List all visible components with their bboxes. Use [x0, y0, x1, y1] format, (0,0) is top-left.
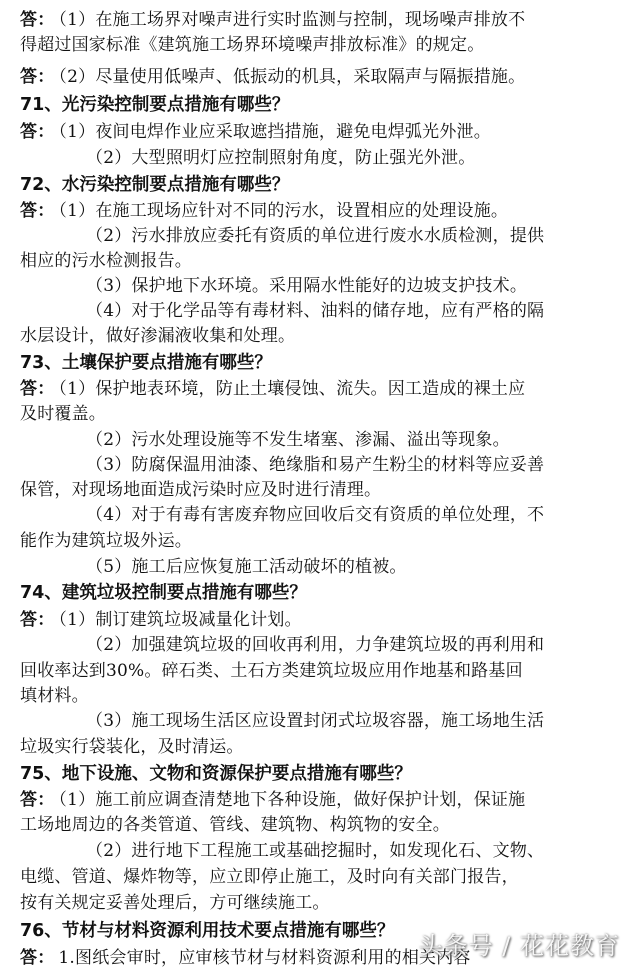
continuation-line: [20, 891, 330, 916]
line-text: （2）进行地下工程施工或基础挖掘时，如发现化石、文物、: [86, 841, 545, 861]
question-text: 71、光污染控制要点措施有哪些？: [20, 95, 290, 115]
continuation-line: [20, 249, 192, 274]
answer-line: [20, 377, 525, 402]
line-text: 能作为建筑垃圾外运。: [20, 531, 192, 551]
line-text: 按有关规定妥善处理后，方可继续施工。: [20, 893, 330, 913]
answer-label: 答：: [20, 379, 55, 399]
indented-line: [20, 299, 544, 324]
continuation-line: [20, 529, 192, 554]
indented-line: [20, 633, 544, 658]
indented-line: [20, 453, 544, 478]
question-heading: [20, 918, 394, 944]
line-text: （3）施工现场生活区应设置封闭式垃圾容器，施工场地生活: [86, 711, 545, 731]
answer-label: 答：: [20, 10, 55, 30]
question-heading: [20, 580, 307, 606]
indented-line: [20, 428, 510, 453]
answer-line: [20, 608, 302, 633]
question-heading: [20, 761, 412, 787]
continuation-line: [20, 402, 106, 427]
question-text: 75、地下设施、文物和资源保护要点措施有哪些？: [20, 764, 412, 784]
answer-line: [20, 788, 525, 813]
line-text: 水层设计，做好渗漏液收集和处理。: [20, 326, 296, 346]
line-text: （2）污水处理设施等不发生堵塞、渗漏、溢出等现象。: [86, 430, 510, 450]
question-text: 76、节材与材料资源利用技术要点措施有哪些？: [20, 921, 395, 941]
answer-label: 答：: [20, 790, 55, 810]
answer-line: [20, 946, 471, 971]
answer-text: （1）在施工场界对噪声进行实时监测与控制，现场噪声排放不: [58, 10, 526, 30]
line-text: 得超过国家标准《建筑施工场界环境噪声排放标准》的规定。: [20, 35, 485, 55]
continuation-line: [20, 659, 523, 684]
continuation-line: [20, 735, 244, 760]
line-text: （2）污水排放应委托有资质的单位进行废水水质检测，提供: [86, 226, 545, 246]
answer-label: 答：: [20, 67, 55, 87]
answer-line: [20, 8, 525, 33]
answer-label: 答：: [20, 610, 55, 630]
continuation-line: [20, 684, 89, 709]
line-text: （2）加强建筑垃圾的回收再利用，力争建筑垃圾的再利用和: [86, 635, 545, 655]
answer-line: [20, 65, 525, 90]
answer-text: （1）施工前应调查清楚地下各种设施，做好保护计划，保证施: [58, 790, 526, 810]
answer-text: （2）尽量使用低噪声、低振动的机具，采取隔声与隔振措施。: [58, 67, 526, 87]
question-text: 74、建筑垃圾控制要点措施有哪些？: [20, 583, 307, 603]
answer-label: 答：: [20, 948, 55, 968]
indented-line: [20, 709, 544, 734]
indented-line: [20, 555, 407, 580]
indented-line: [20, 274, 527, 299]
answer-label: 答：: [20, 201, 55, 221]
line-text: 及时覆盖。: [20, 404, 106, 424]
line-text: （5）施工后应恢复施工活动破坏的植被。: [86, 557, 407, 577]
answer-line: [20, 199, 508, 224]
answer-text: （1）制订建筑垃圾减量化计划。: [58, 610, 302, 630]
indented-line: [20, 224, 544, 249]
line-text: 垃圾实行袋装化，及时清运。: [20, 737, 244, 757]
line-text: （2）大型照明灯应控制照射角度，防止强光外泄。: [86, 148, 476, 168]
line-text: （3）防腐保温用油漆、绝缘脂和易产生粉尘的材料等应妥善: [86, 455, 545, 475]
indented-line: [20, 839, 544, 864]
answer-text: 1.图纸会审时，应审核节材与材料资源利用的相关内容: [58, 948, 471, 968]
line-text: 回收率达到30%。碎石类、土石方类建筑垃圾应用作地基和路基回: [20, 661, 523, 681]
answer-text: （1）在施工现场应针对不同的污水，设置相应的处理设施。: [58, 201, 509, 221]
line-text: 工场地周边的各类管道、管线、建筑物、构筑物的安全。: [20, 815, 450, 835]
question-text: 72、水污染控制要点措施有哪些？: [20, 175, 290, 195]
indented-line: [20, 146, 475, 171]
line-text: （4）对于化学品等有毒材料、油料的储存地，应有严格的隔: [86, 301, 545, 321]
answer-text: （1）保护地表环境，防止土壤侵蚀、流失。因工造成的裸土应: [58, 379, 526, 399]
answer-line: [20, 120, 491, 145]
question-heading: [20, 92, 289, 118]
line-text: 相应的污水检测报告。: [20, 251, 192, 271]
line-text: 电缆、管道、爆炸物等，应立即停止施工，及时向有关部门报告，: [20, 867, 519, 887]
continuation-line: [20, 865, 519, 890]
line-text: （4）对于有毒有害废弃物应回收后交有资质的单位处理，不: [86, 505, 545, 525]
line-text: 保管，对现场地面造成污染时应及时进行清理。: [20, 480, 382, 500]
answer-text: （1）夜间电焊作业应采取遮挡措施，避免电焊弧光外泄。: [58, 122, 491, 142]
line-text: 填材料。: [20, 686, 89, 706]
indented-line: [20, 503, 544, 528]
continuation-line: [20, 324, 295, 349]
answer-label: 答：: [20, 122, 55, 142]
line-text: （3）保护地下水环境。采用隔水性能好的边坡支护技术。: [86, 276, 528, 296]
question-heading: [20, 350, 272, 376]
question-heading: [20, 172, 289, 198]
watermark: 头条号 / 花花教育: [418, 932, 620, 960]
question-text: 73、土壤保护要点措施有哪些？: [20, 353, 272, 373]
continuation-line: [20, 813, 450, 838]
continuation-line: [20, 478, 381, 503]
continuation-line: [20, 33, 484, 58]
